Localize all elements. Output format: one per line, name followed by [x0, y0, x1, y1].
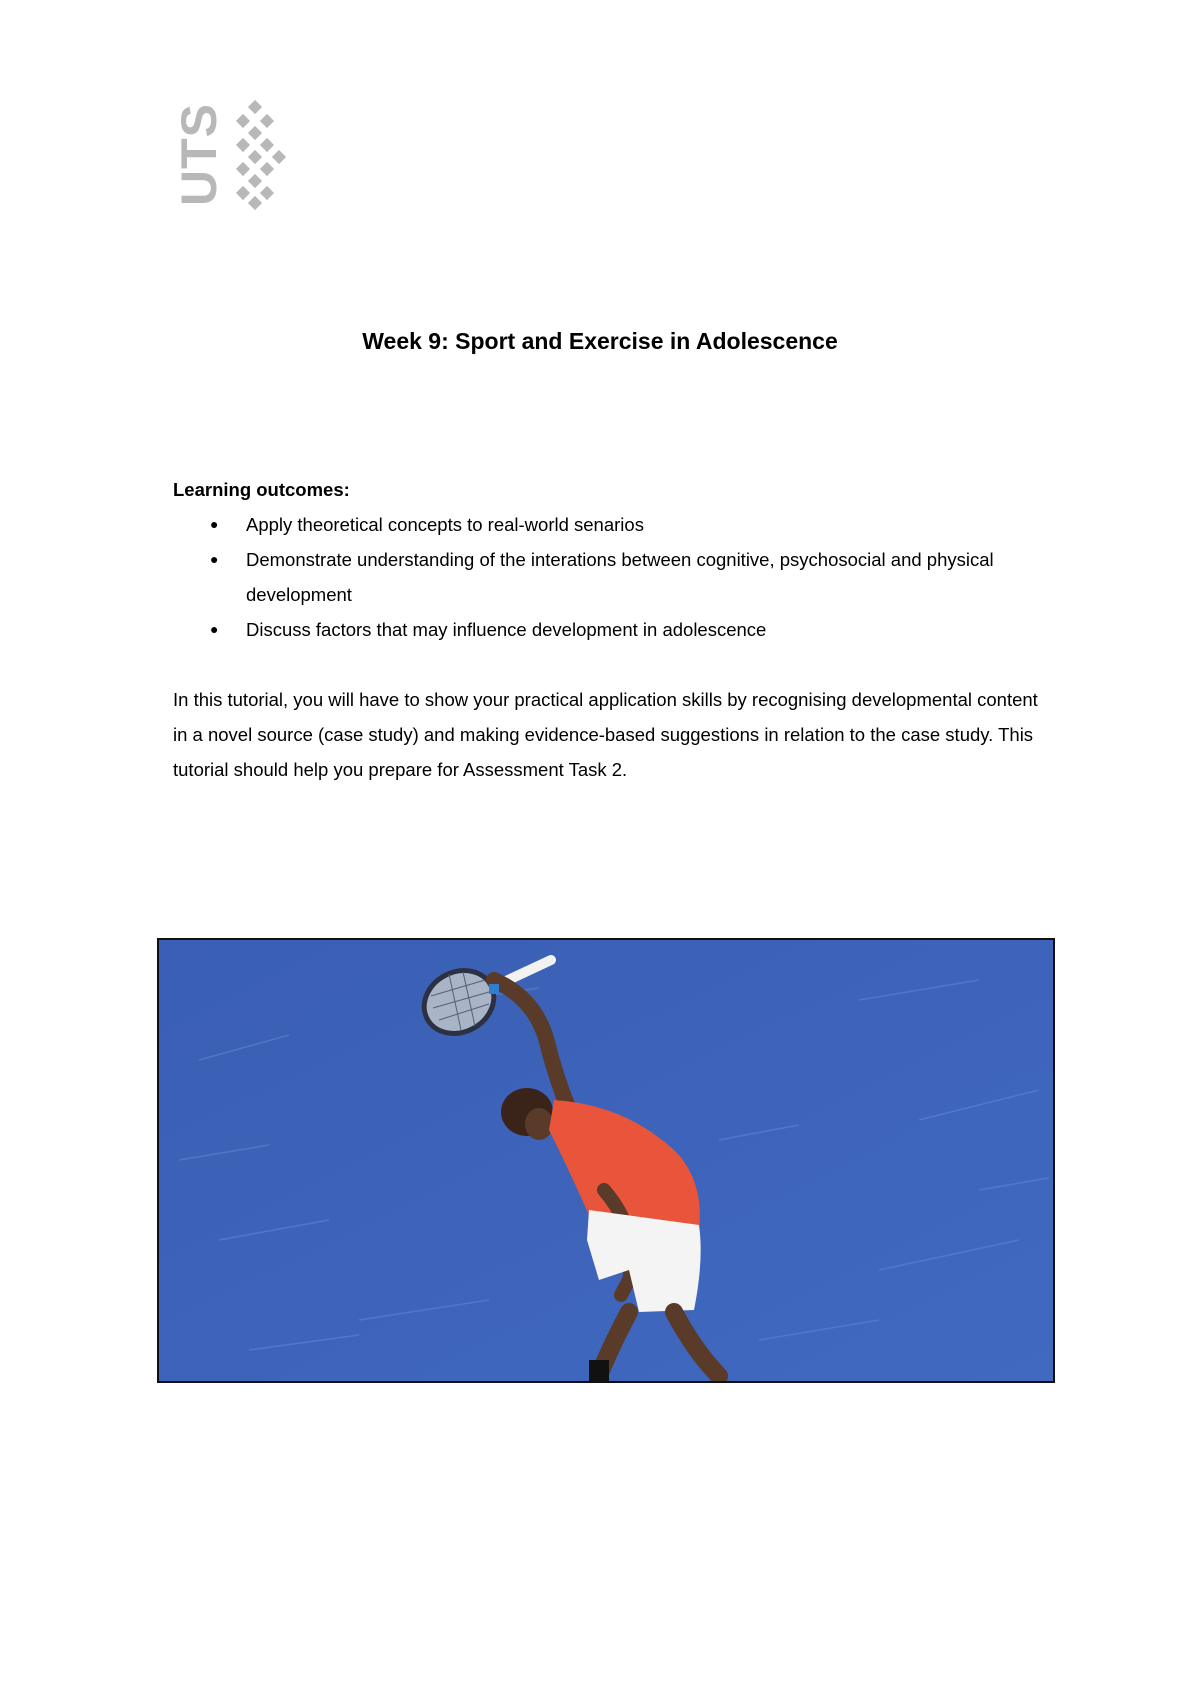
- learning-outcome-text: Discuss factors that may influence development in adolescence: [246, 619, 767, 640]
- learning-outcome-item: [173, 612, 1053, 647]
- document-title: Week 9: Sport and Exercise in Adolescence: [362, 328, 838, 354]
- learning-outcome-item: [173, 507, 1053, 542]
- uts-diamond-mark: [236, 100, 286, 210]
- uts-logo: [172, 100, 292, 212]
- intro-paragraph: In this tutorial, you will have to show your practical application skills by recognising developmental content in a novel source (case study) and making evidence-based suggestions in relation to the case study. This tutorial should help you prepare for Assessment Task 2.: [173, 689, 1038, 780]
- document-body: [173, 472, 1053, 787]
- uts-wordmark: UTS: [172, 103, 227, 206]
- learning-outcome-text: Apply theoretical concepts to real-world senarios: [246, 514, 644, 535]
- bullet-icon: ●: [210, 551, 219, 567]
- learning-outcome-text: Demonstrate understanding of the interations between cognitive, psychosocial and physical development: [246, 549, 994, 605]
- bullet-icon: ●: [210, 516, 219, 532]
- bullet-icon: ●: [210, 621, 219, 637]
- learning-outcome-item: [173, 542, 1053, 612]
- learning-outcomes-list: [173, 507, 1053, 647]
- tennis-player-photo: [157, 938, 1055, 1383]
- learning-outcomes-heading: Learning outcomes:: [173, 479, 350, 500]
